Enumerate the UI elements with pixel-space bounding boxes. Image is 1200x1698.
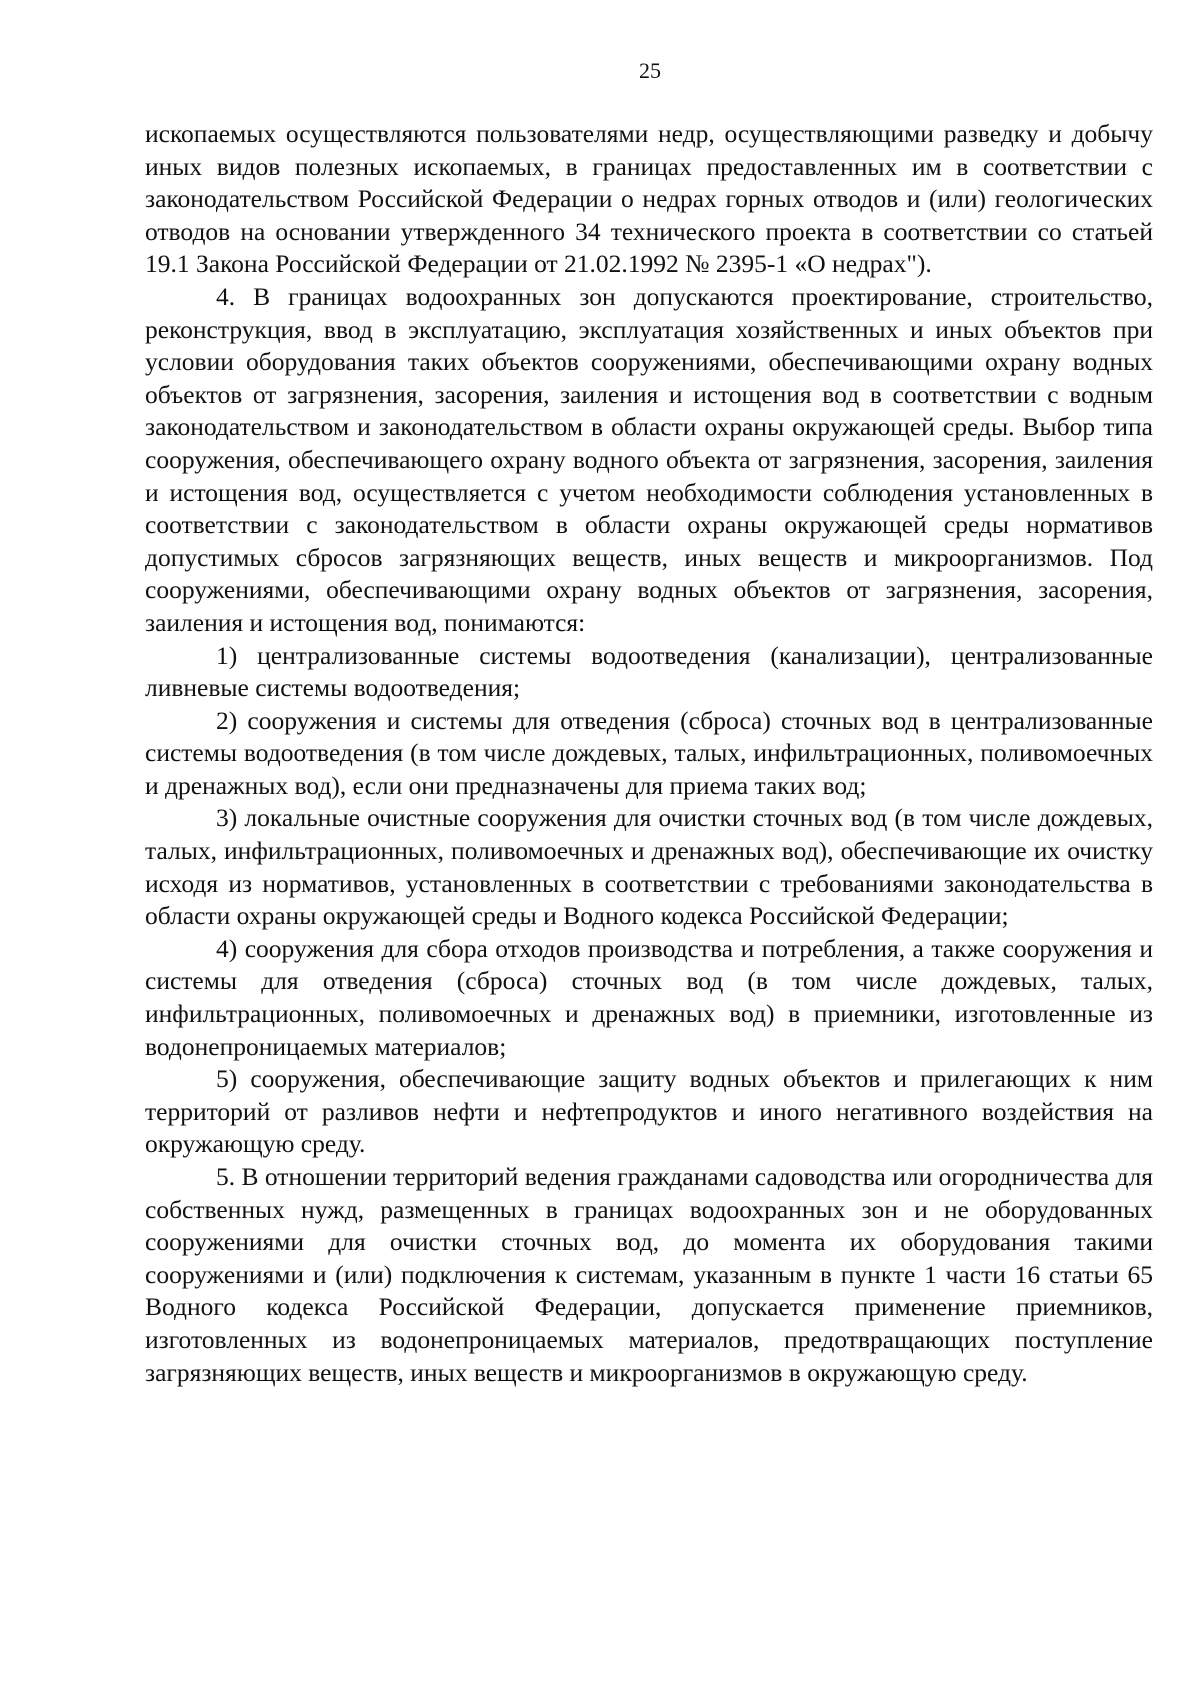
paragraph-clause-5: 5. В отношении территорий ведения гражданами садоводства или огородничества для собственных нужд, размещенных в границах водоохранных зон и не оборудованных сооружениями для очистки сточных вод, до момента их оборудования такими сооружениями и (или) подключения к системам, указанным в пункте 1 части 16 статьи 65 Водного кодекса Российской Федерации, допускается применение приемников, изготовленных из водонепроницаемых материалов, предотвращающих поступление загрязняющих веществ, иных веществ и микроорганизмов в окружающую среду.: [145, 1162, 1154, 1387]
list-item-2: 2) сооружения и системы для отведения (сброса) сточных вод в централизованные системы водоотведения (в том числе дождевых, талых, инфильтрационных, поливомоечных и дренажных вод), если они предназначены для приема таких вод;: [145, 705, 1153, 800]
list-item-3: 3) локальные очистные сооружения для очистки сточных вод (в том числе дождевых, талых, инфильтрационных, поливомоечных и дренажных вод), обеспечивающие их очистку исходя из нормативов, установленных в соответствии с требованиями законодательства в области охраны окружающей среды и Водного кодекса Российской Федерации;: [145, 803, 1153, 931]
paragraph-clause-4: 4. В границах водоохранных зон допускаются проектирование, строительство, реконструкция, ввод в эксплуатацию, эксплуатация хозяйственных и иных объектов при условии оборудования таких объектов сооружениями, обеспечивающими охрану водных объектов от загрязнения, засорения, заиления и истощения вод в соответствии с водным законодательством и законодательством в области охраны окружающей среды. Выбор типа сооружения, обеспечивающего охрану водного объекта от загрязнения, засорения, заиления и истощения вод, осуществляется с учетом необходимости соблюдения установленных в соответствии с законодательством в области охраны окружающей среды нормативов допустимых сбросов загрязняющих веществ, иных веществ и микроорганизмов. Под сооружениями, обеспечивающими охрану водных объектов от загрязнения, засорения, заиления и истощения вод, понимаются:: [145, 281, 1153, 637]
page-number: 25: [639, 58, 661, 83]
list-item-5: 5) сооружения, обеспечивающие защиту водных объектов и прилегающих к ним территорий от разливов нефти и нефтепродуктов и иного негативного воздействия на окружающую среду.: [145, 1064, 1153, 1159]
list-item-1: 1) централизованные системы водоотведения (канализации), централизованные ливневые системы водоотведения;: [145, 640, 1153, 703]
list-item-4: 4) сооружения для сбора отходов производства и потребления, а также сооружения и системы для отведения (сброса) сточных вод (в том числе дождевых, талых, инфильтрационных, поливомоечных и дренажных вод) в приемники, изготовленные из водонепроницаемых материалов;: [145, 933, 1153, 1061]
document-body: [145, 118, 1153, 1389]
paragraph-continuation: ископаемых осуществляются пользователями недр, осуществляющими разведку и добычу иных видов полезных ископаемых, в границах предоставленных им в соответствии с законодательством Российской Федерации о недрах горных отводов и (или) геологических отводов на основании утвержденного 34 технического проекта в соответствии со статьей 19.1 Закона Российской Федерации от 21.02.1992 № 2395-1 «О недрах").: [145, 119, 1153, 279]
